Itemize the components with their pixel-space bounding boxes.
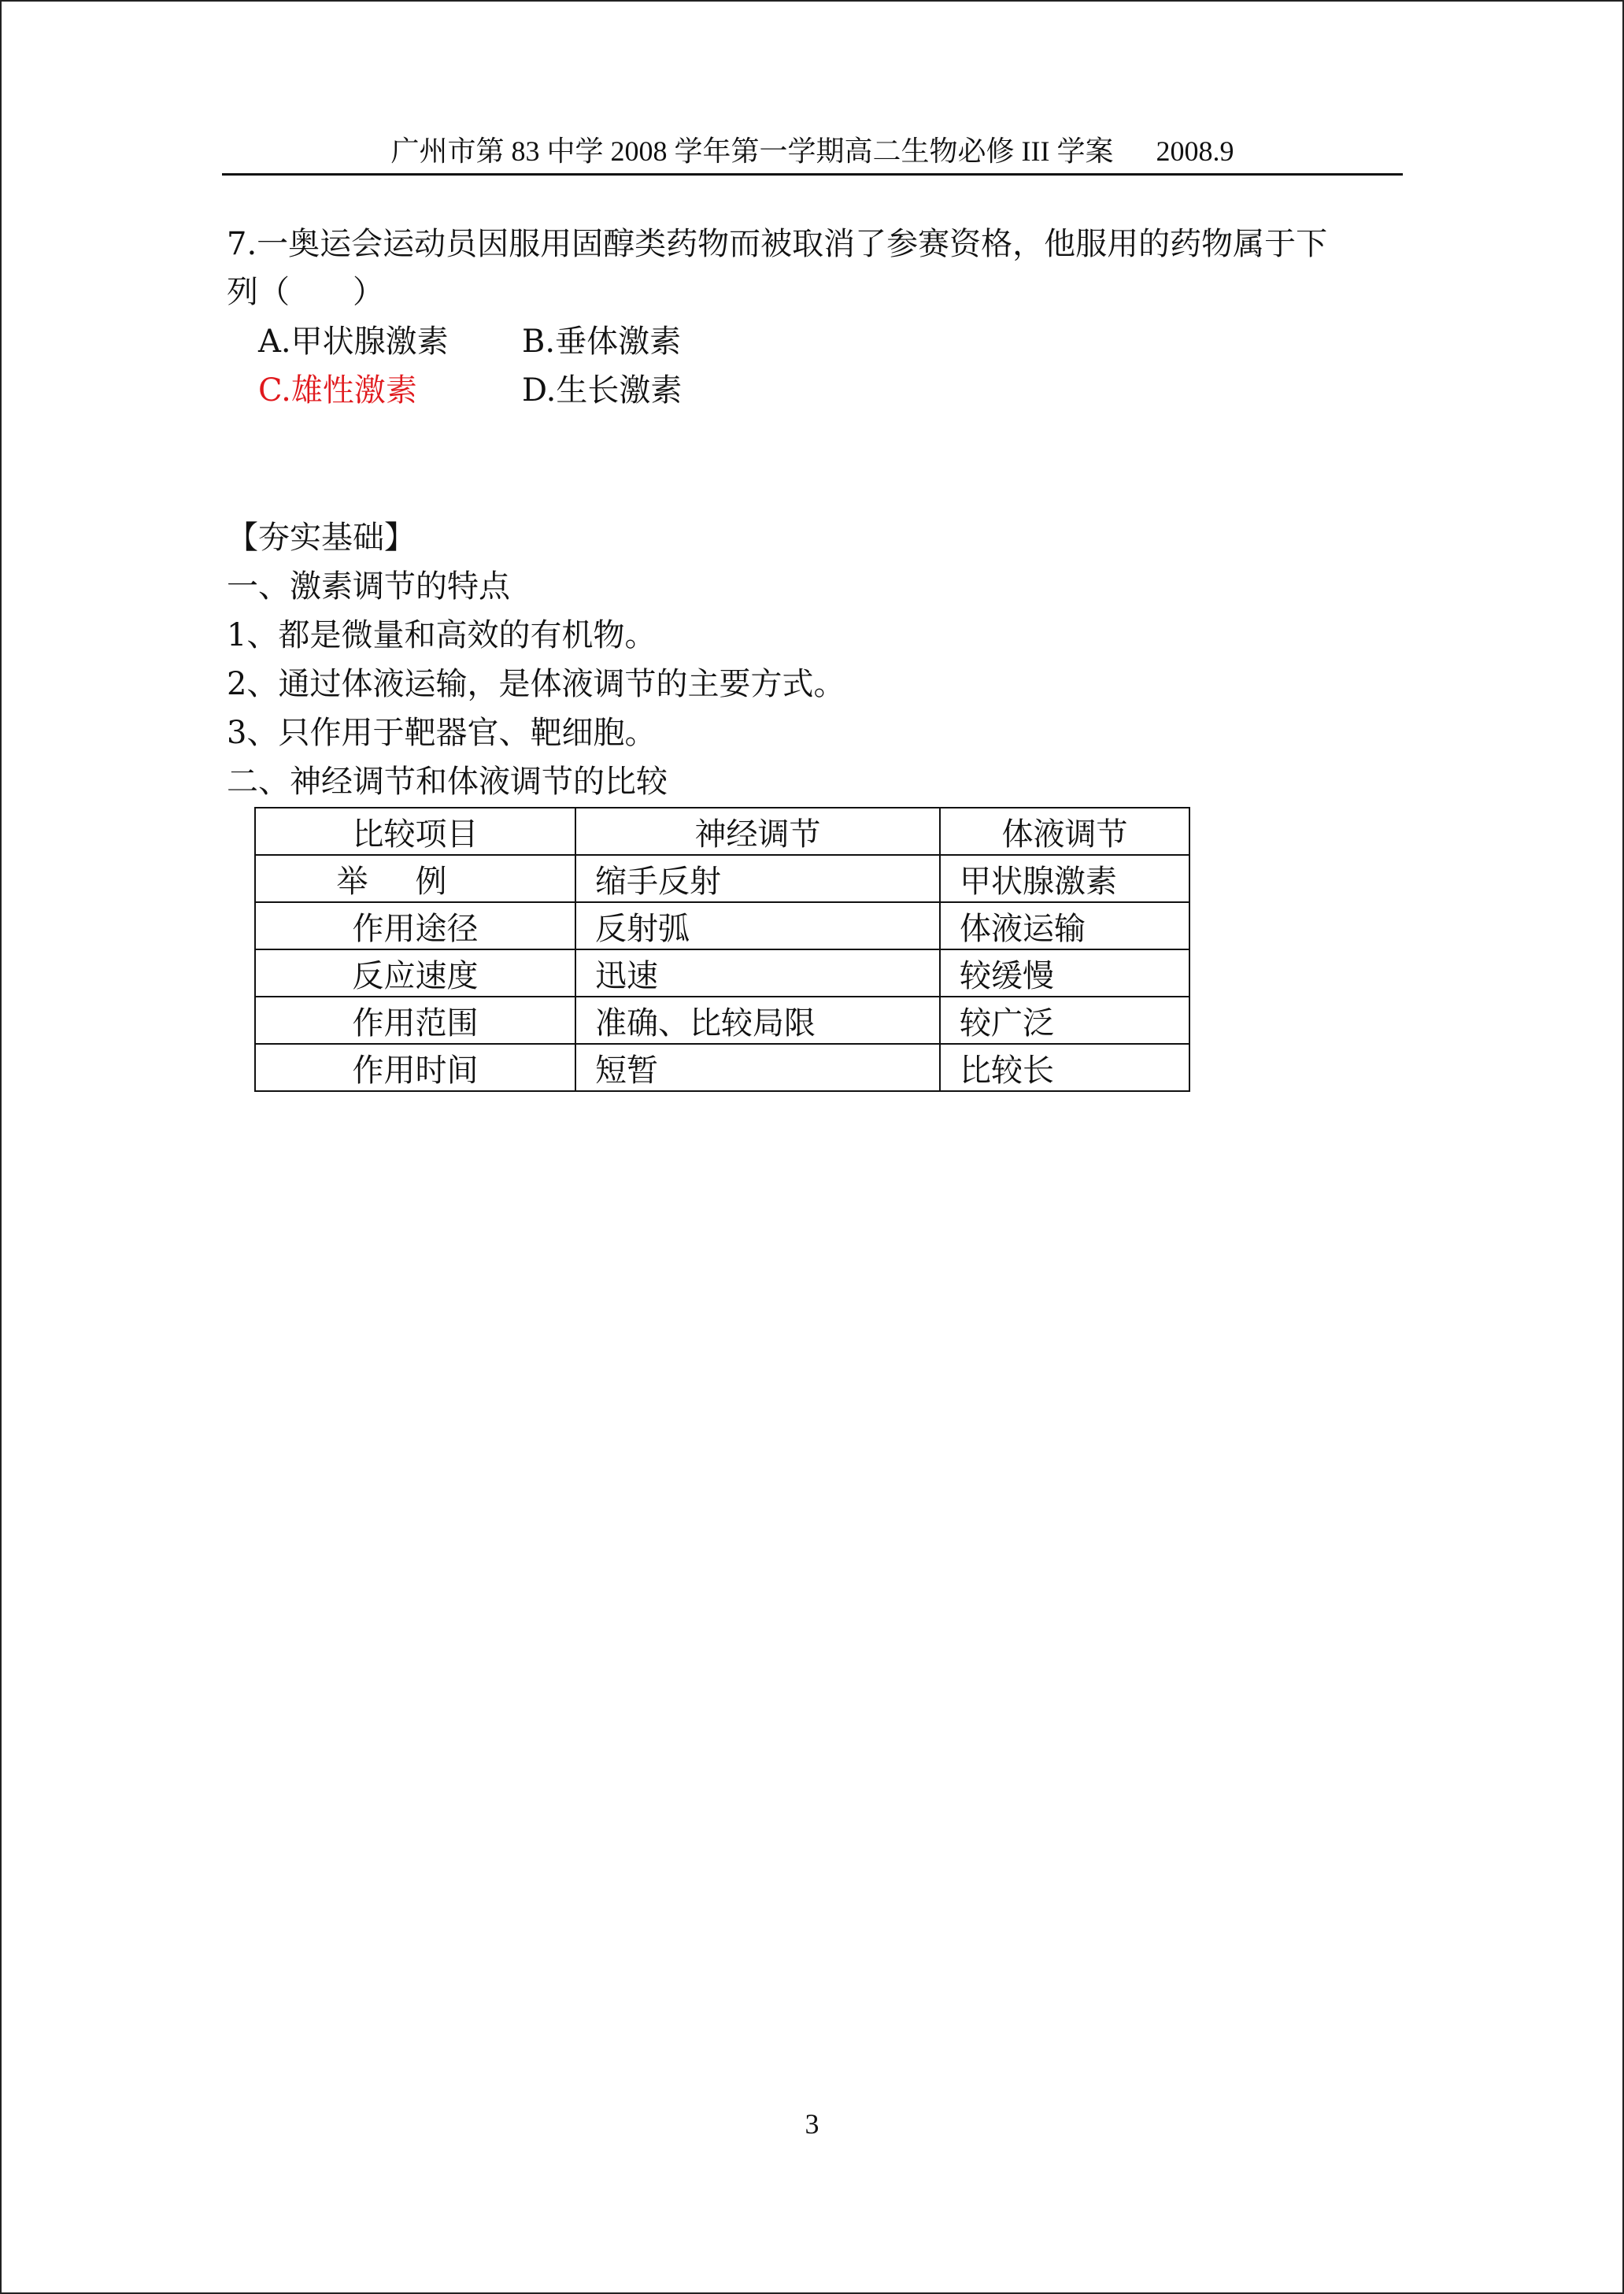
table-cell: 短暂 [575, 1044, 940, 1091]
table-cell: 较广泛 [940, 997, 1189, 1044]
table-cell: 作用时间 [255, 1044, 575, 1091]
comparison-table [254, 807, 1190, 1092]
table-cell: 迅速 [575, 949, 940, 997]
table-cell: 反射弧 [575, 902, 940, 949]
table-cell: 作用范围 [255, 997, 575, 1044]
table-cell: 反应速度 [255, 949, 575, 997]
table-row [255, 902, 1189, 949]
table-row [255, 1044, 1189, 1091]
table-header-cell: 体液调节 [940, 808, 1189, 855]
table-cell: 准确、比较局限 [575, 997, 940, 1044]
table-cell: 缩手反射 [575, 855, 940, 902]
header-date: 2008.9 [1156, 135, 1234, 167]
page-number: 3 [805, 2108, 819, 2140]
table-cell: 体液运输 [940, 902, 1189, 949]
point-2: 2、通过体液运输，是体液调节的主要方式。 [227, 666, 845, 702]
header-title: 广州市第 83 中学 2008 学年第一学期高二生物必修 III 学案 [390, 135, 1114, 167]
question-7-line-1: 7.一奥运会运动员因服用固醇类药物而被取消了参赛资格，他服用的药物属于下 [227, 226, 1328, 262]
header-rule [222, 173, 1403, 176]
table-cell: 较缓慢 [940, 949, 1189, 997]
page-header [222, 132, 1403, 170]
option-d: D.生长激素 [522, 372, 683, 409]
table-row [255, 949, 1189, 997]
part-2-title: 二、神经调节和体液调节的比较 [227, 764, 668, 800]
table-cell: 作用途径 [255, 902, 575, 949]
point-1: 1、都是微量和高效的有机物。 [227, 617, 657, 653]
table-header-row [255, 808, 1189, 855]
table-row [255, 997, 1189, 1044]
table-row [255, 855, 1189, 902]
table-cell: 举例 [336, 863, 494, 900]
table-header-cell: 比较项目 [255, 808, 575, 855]
table-header-cell: 神经调节 [575, 808, 940, 855]
option-a: A.甲状腺激素 [258, 324, 449, 360]
question-7-line-2: 列（ ） [227, 274, 384, 310]
part-1-title: 一、激素调节的特点 [227, 568, 510, 605]
section-heading: 【夯实基础】 [227, 520, 416, 556]
option-c-answer: C.雄性激素 [258, 372, 417, 409]
option-b: B.垂体激素 [522, 324, 682, 360]
table-cell: 比较长 [940, 1044, 1189, 1091]
table-cell: 甲状腺激素 [940, 855, 1189, 902]
point-3: 3、只作用于靶器官、靶细胞。 [227, 715, 657, 751]
